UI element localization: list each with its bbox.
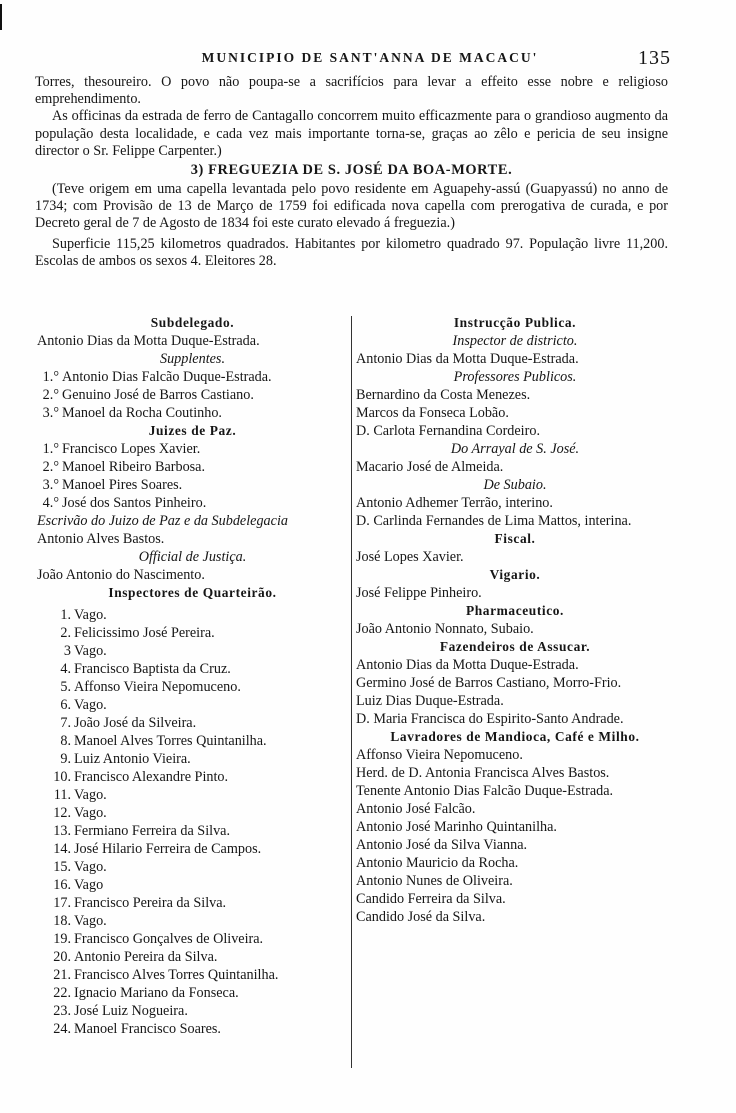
juiz-item-number: 2.°	[42, 459, 59, 475]
inspector-item-number: 17.	[53, 895, 71, 911]
fazendeiro-item: D. Maria Francisca do Espirito-Santo Andrade.	[356, 711, 624, 727]
inspector-item-number: 2.	[60, 625, 71, 641]
inspector-name: Antonio Dias da Motta Duque-Estrada.	[356, 351, 579, 367]
page-number: 135	[638, 47, 671, 69]
inspector-item	[37, 876, 348, 894]
vigario-name: José Felippe Pinheiro.	[356, 585, 482, 601]
inspector-item	[37, 1002, 348, 1020]
inspector-item	[37, 642, 348, 660]
inspector-item-number: 6.	[60, 697, 71, 713]
inspector-item	[37, 894, 348, 912]
inspector-item	[37, 840, 348, 858]
inspector-item	[37, 786, 348, 804]
inspector-item-text: Fermiano Ferreira da Silva.	[74, 823, 231, 839]
supplente-item-text: Genuino José de Barros Castiano.	[62, 387, 254, 403]
heading-arrayal: Do Arrayal de S. José.	[450, 441, 580, 457]
inspector-item	[37, 606, 348, 624]
lavrador-item: Candido Ferreira da Silva.	[356, 891, 506, 907]
juiz-item-text: Manoel Pires Soares.	[62, 477, 183, 493]
inspector-item	[37, 912, 348, 930]
inspector-item-text: Francisco Alves Torres Quintanilha.	[74, 967, 279, 983]
inspector-item-number: 8.	[60, 733, 71, 749]
professor-item: Marcos da Fonseca Lobão.	[356, 405, 509, 421]
lavrador-item: Antonio Mauricio da Rocha.	[356, 855, 519, 871]
inspector-item	[37, 930, 348, 948]
inspector-item-number: 11.	[53, 787, 71, 803]
lavrador-item: Herd. de D. Antonia Francisca Alves Bastos.	[356, 765, 610, 781]
inspector-item-text: Vago.	[74, 697, 107, 713]
juiz-item	[37, 458, 348, 476]
heading-pharmaceutico: Pharmaceutico.	[465, 603, 564, 618]
inspector-item-text: José Hilario Ferreira de Campos.	[74, 841, 262, 857]
inspector-item-text: Manoel Francisco Soares.	[74, 1021, 221, 1037]
intro-paragraph-2: As officinas da estrada de ferro de Cantagallo concorrem muito efficazmente para o grandioso augmento da população desta localidade, e cada vez mais importante torna-se, graças ao zêlo e pericia de seu insigne director o Sr. Felippe Carpenter.)	[35, 108, 668, 159]
inspector-item	[37, 696, 348, 714]
heading-fiscal: Fiscal.	[494, 531, 536, 546]
inspector-item-number: 12.	[53, 805, 71, 821]
inspector-item-text: Vago	[74, 877, 104, 893]
inspector-item-text: Francisco Pereira da Silva.	[74, 895, 227, 911]
lavrador-item: Antonio José Falcão.	[356, 801, 476, 817]
intro-paragraph-4: Superficie 115,25 kilometros quadrados. Habitantes por kilometro quadrado 97. População livre 11,200. Escolas de ambos os sexos 4. Eleitores 28.	[35, 235, 668, 269]
heading-lavradores: Lavradores de Mandioca, Café e Milho.	[390, 729, 640, 744]
scan-edge-mark	[0, 4, 2, 30]
inspector-item-text: Vago.	[74, 805, 107, 821]
lavrador-item: Antonio José Marinho Quintanilha.	[356, 819, 557, 835]
inspector-item	[37, 732, 348, 750]
pharmaceutico-name: João Antonio Nonnato, Subaio.	[356, 621, 534, 637]
inspector-item	[37, 714, 348, 732]
subaio-list	[356, 494, 674, 530]
inspector-item-number: 7.	[60, 715, 71, 731]
lavrador-item: Candido José da Silva.	[356, 909, 486, 925]
heading-inspector-districto: Inspector de districto.	[452, 333, 578, 349]
inspector-item-number: 9.	[60, 751, 71, 767]
juiz-item-number: 1.°	[42, 441, 59, 457]
heading-subaio: De Subaio.	[483, 477, 547, 493]
inspector-item-text: Antonio Pereira da Silva.	[74, 949, 218, 965]
inspector-item	[37, 678, 348, 696]
juiz-item	[37, 440, 348, 458]
inspector-item	[37, 966, 348, 984]
official-name: João Antonio do Nascimento.	[37, 567, 205, 583]
right-column	[356, 314, 674, 926]
inspector-item-number: 4.	[60, 661, 71, 677]
inspector-item-number: 1.	[60, 607, 71, 623]
juiz-item	[37, 476, 348, 494]
inspector-item-number: 22.	[53, 985, 71, 1001]
inspector-item-text: Ignacio Mariano da Fonseca.	[74, 985, 239, 1001]
lavrador-item: Antonio Nunes de Oliveira.	[356, 873, 513, 889]
inspector-item	[37, 1020, 348, 1038]
supplente-item-text: Antonio Dias Falcão Duque-Estrada.	[62, 369, 272, 385]
supplente-item	[37, 386, 348, 404]
arrayal-name: Macario José de Almeida.	[356, 459, 504, 475]
professor-item: D. Carlota Fernandina Cordeiro.	[356, 423, 540, 439]
heading-inspectores: Inspectores de Quarteirão.	[108, 585, 277, 600]
inspector-item-number: 13.	[53, 823, 71, 839]
inspector-item-text: Affonso Vieira Nepomuceno.	[74, 679, 241, 695]
supplentes-list	[37, 368, 348, 422]
supplente-item-number: 2.°	[42, 387, 59, 403]
heading-vigario: Vigario.	[489, 567, 541, 582]
inspector-item-number: 5.	[60, 679, 71, 695]
supplente-item	[37, 368, 348, 386]
inspector-item-number: 21.	[53, 967, 71, 983]
supplente-item-number: 3.°	[42, 405, 59, 421]
inspector-item	[37, 660, 348, 678]
heading-supplentes: Supplentes.	[159, 351, 225, 367]
page-header	[0, 48, 736, 70]
inspector-item-number: 10.	[53, 769, 71, 785]
supplente-item	[37, 404, 348, 422]
inspector-item-text: Vago.	[74, 913, 107, 929]
lavrador-item: Affonso Vieira Nepomuceno.	[356, 747, 523, 763]
heading-fazendeiros: Fazendeiros de Assucar.	[439, 639, 591, 654]
inspector-item-text: Vago.	[74, 859, 107, 875]
inspector-item	[37, 624, 348, 642]
inspectores-list	[37, 606, 348, 1038]
juiz-item-text: José dos Santos Pinheiro.	[62, 495, 207, 511]
lavrador-item: Tenente Antonio Dias Falcão Duque-Estrada.	[356, 783, 614, 799]
subdelegado-name: Antonio Dias da Motta Duque-Estrada.	[37, 333, 260, 349]
juiz-item-number: 3.°	[42, 477, 59, 493]
juizes-list	[37, 440, 348, 512]
heading-professores: Professores Publicos.	[453, 369, 577, 385]
column-divider	[351, 316, 352, 1068]
inspector-item-number: 18.	[53, 913, 71, 929]
heading-juizes: Juizes de Paz.	[148, 423, 237, 438]
inspector-item-text: Vago.	[74, 643, 107, 659]
escrivao-name: Antonio Alves Bastos.	[37, 531, 165, 547]
inspector-item-text: Vago.	[74, 607, 107, 623]
subaio-item: D. Carlinda Fernandes de Lima Mattos, interina.	[356, 513, 632, 529]
section-title: 3) FREGUEZIA DE S. JOSÉ DA BOA-MORTE.	[190, 162, 513, 179]
inspector-item-number: 16.	[53, 877, 71, 893]
inspector-item-number: 23.	[53, 1003, 71, 1019]
intro-paragraph-1: Torres, thesoureiro. O povo não poupa-se a sacrifícios para levar a effeito esse nobre e religioso emprehendimento.	[35, 74, 668, 108]
juiz-item-text: Manoel Ribeiro Barbosa.	[62, 459, 206, 475]
fazendeiro-item: Germino José de Barros Castiano, Morro-Frio.	[356, 675, 622, 691]
supplente-item-text: Manoel da Rocha Coutinho.	[62, 405, 222, 421]
inspector-item	[37, 984, 348, 1002]
inspector-item-number: 19.	[53, 931, 71, 947]
inspector-item-text: Vago.	[74, 787, 107, 803]
inspector-item-text: Felicissimo José Pereira.	[74, 625, 215, 641]
inspector-item	[37, 822, 348, 840]
inspector-item-text: Manoel Alves Torres Quintanilha.	[74, 733, 267, 749]
two-column-listing	[0, 314, 736, 1074]
inspector-item-text: Francisco Gonçalves de Oliveira.	[74, 931, 264, 947]
inspector-item-text: João José da Silveira.	[74, 715, 197, 731]
inspector-item-number: 15.	[53, 859, 71, 875]
lavradores-list	[356, 746, 674, 926]
fazendeiro-item: Luiz Dias Duque-Estrada.	[356, 693, 504, 709]
fazendeiros-list	[356, 656, 674, 728]
professor-item: Bernardino da Costa Menezes.	[356, 387, 531, 403]
juiz-item	[37, 494, 348, 512]
left-column	[37, 314, 348, 1038]
inspector-item	[37, 858, 348, 876]
lavrador-item: Antonio José da Silva Vianna.	[356, 837, 528, 853]
professores-list	[356, 386, 674, 440]
running-title: MUNICIPIO DE SANT'ANNA DE MACACU'	[201, 50, 539, 65]
inspector-item	[37, 948, 348, 966]
inspector-item	[37, 750, 348, 768]
intro-text	[35, 74, 668, 270]
subaio-item: Antonio Adhemer Terrão, interino.	[356, 495, 553, 511]
inspector-item-number: 20.	[53, 949, 71, 965]
supplente-item-number: 1.°	[42, 369, 59, 385]
inspector-item-text: José Luiz Nogueira.	[74, 1003, 188, 1019]
inspector-item-text: Luiz Antonio Vieira.	[74, 751, 191, 767]
inspector-item-number: 14.	[53, 841, 71, 857]
heading-subdelegado: Subdelegado.	[150, 315, 235, 330]
fiscal-name: José Lopes Xavier.	[356, 549, 464, 565]
heading-instruccao: Instrucção Publica.	[453, 315, 577, 330]
inspector-item	[37, 804, 348, 822]
inspector-item-text: Francisco Baptista da Cruz.	[74, 661, 231, 677]
juiz-item-text: Francisco Lopes Xavier.	[62, 441, 201, 457]
heading-official: Official de Justiça.	[138, 549, 247, 565]
fazendeiro-item: Antonio Dias da Motta Duque-Estrada.	[356, 657, 579, 673]
heading-escrivao: Escrivão do Juizo de Paz e da Subdelegacia	[37, 513, 288, 529]
intro-paragraph-3: (Teve origem em uma capella levantada pelo povo residente em Aguapehy-assú (Guapyassú) no anno de 1734; com Provisão de 13 de Março de 1759 foi edificada nova capella com prerogativa de curada, e por Decreto geral de 7 de Agosto de 1834 foi este curato elevado á freguezia.)	[35, 181, 668, 232]
inspector-item-number: 24.	[53, 1021, 71, 1037]
inspector-item-text: Francisco Alexandre Pinto.	[74, 769, 229, 785]
juiz-item-number: 4.°	[42, 495, 59, 511]
inspector-item	[37, 768, 348, 786]
inspector-item-number: 3	[63, 643, 71, 659]
